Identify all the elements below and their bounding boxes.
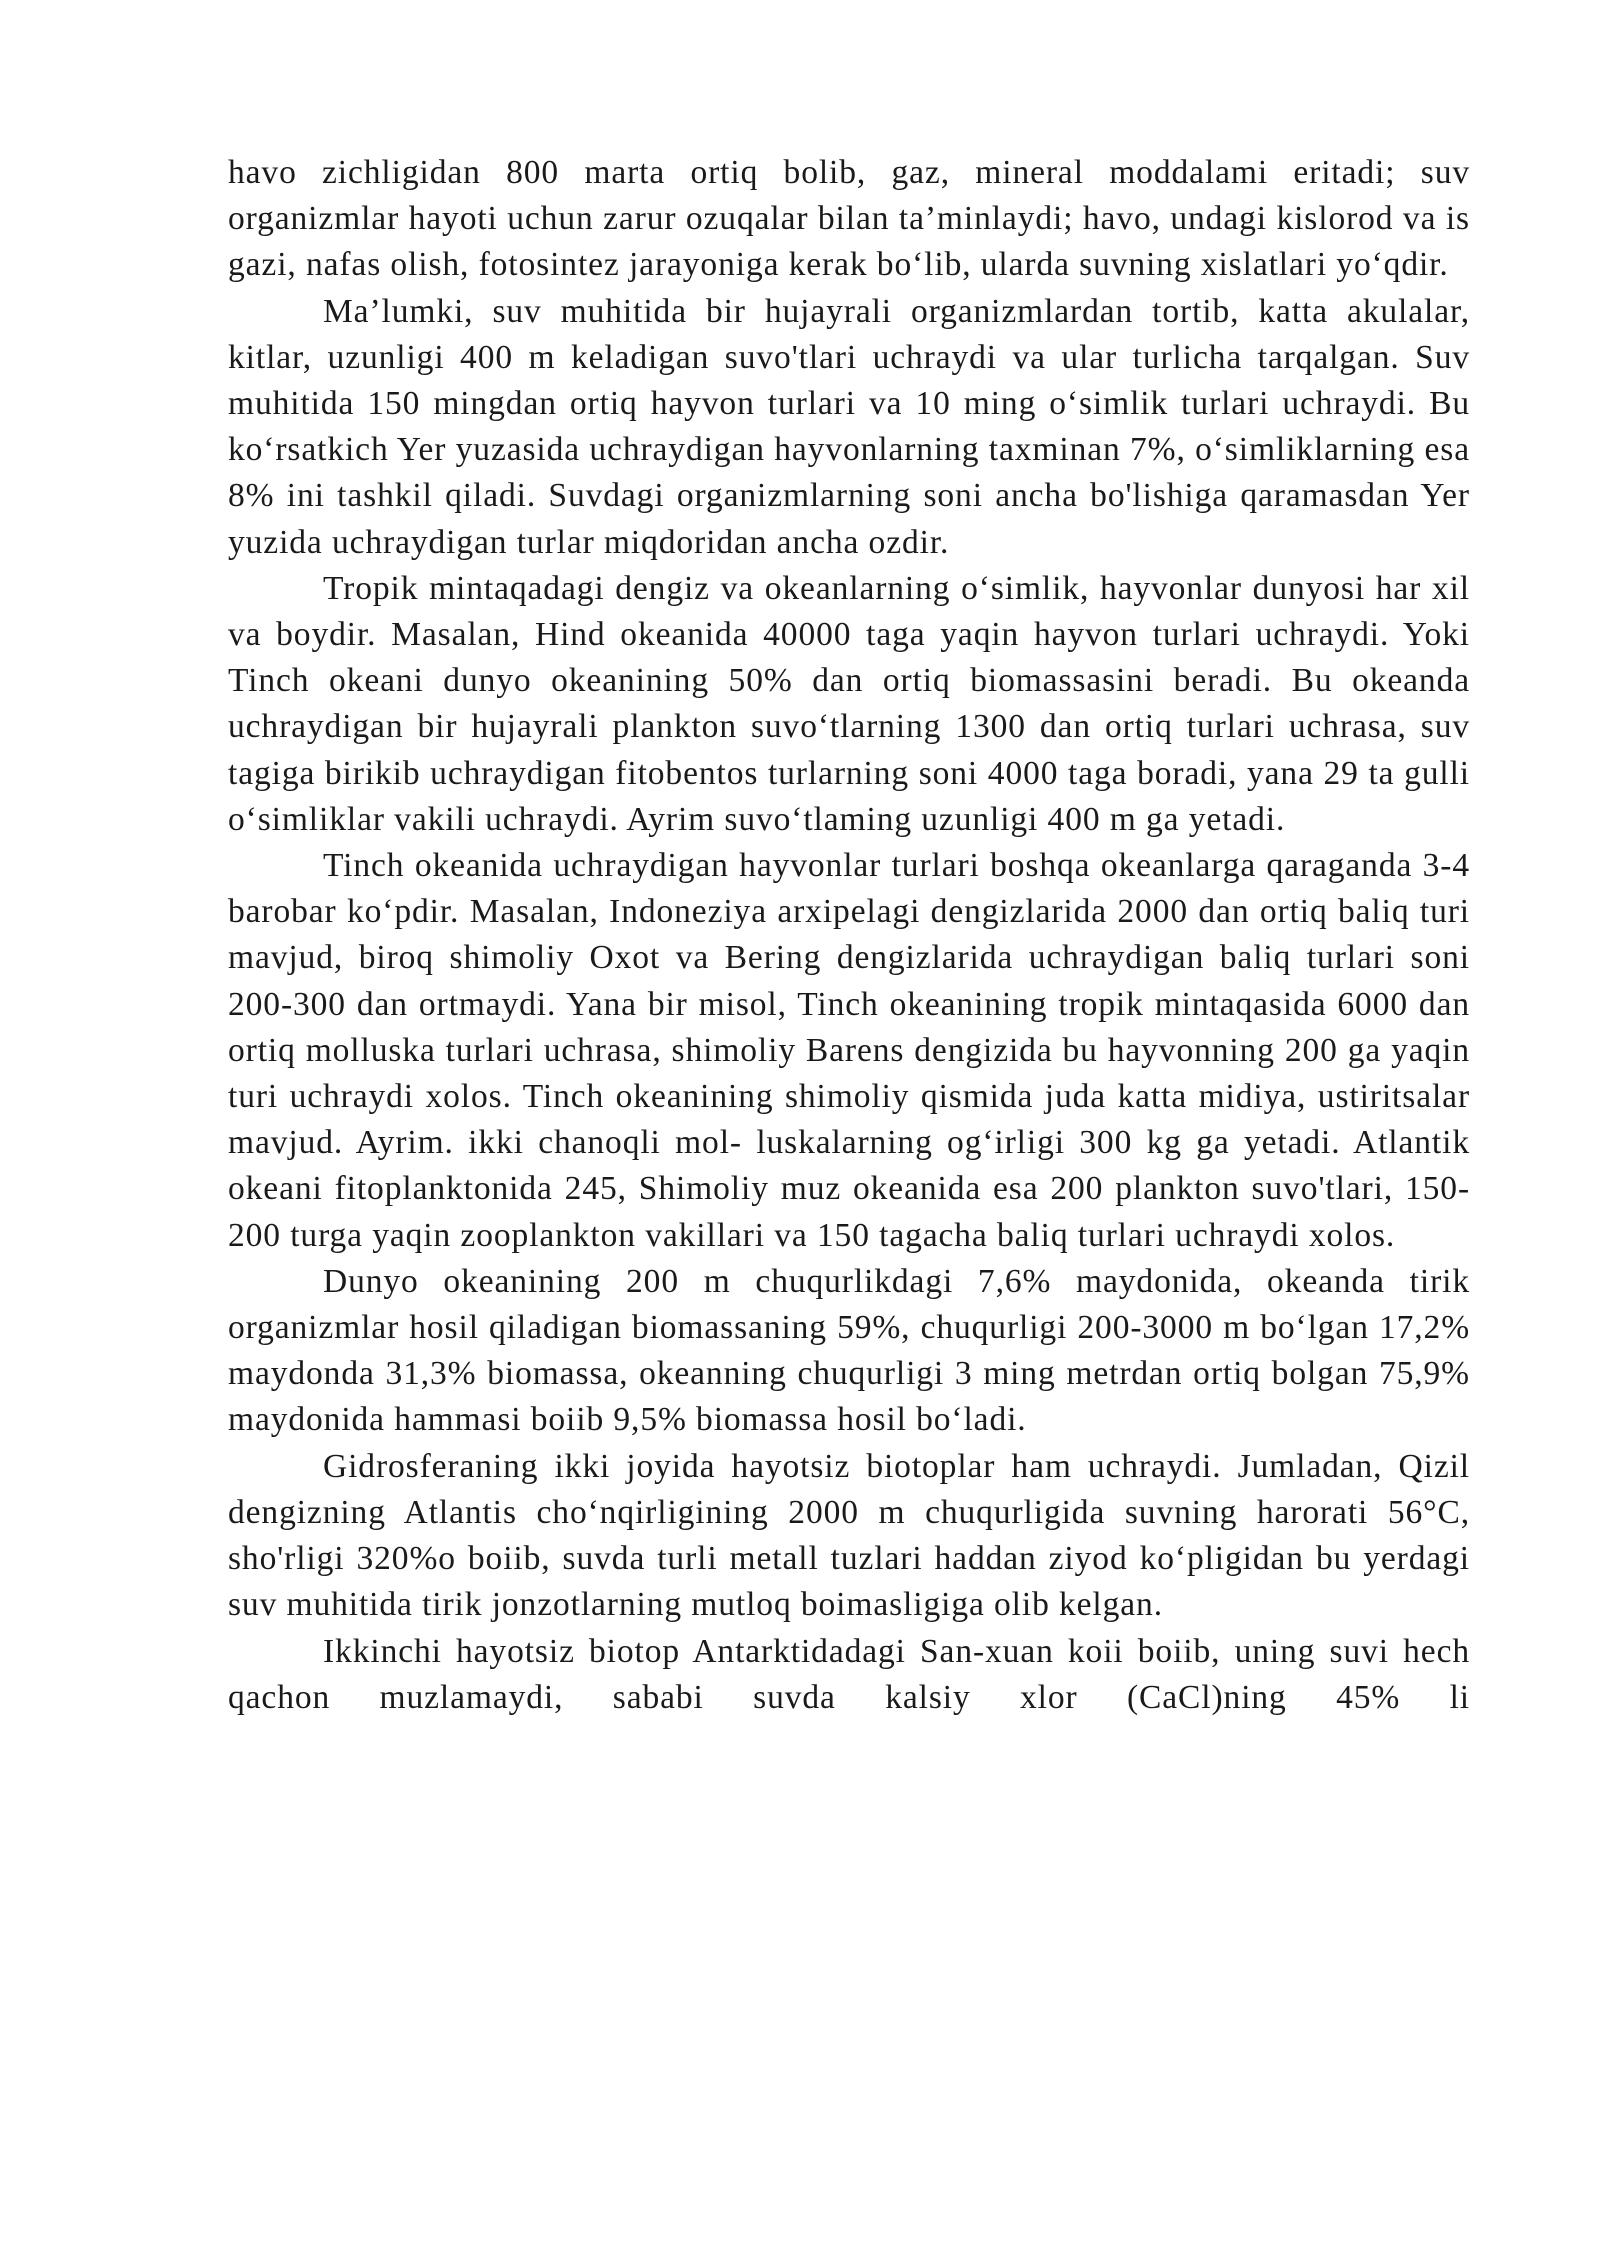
paragraph-5: Dunyo okeanining 200 m chuqurlikdagi 7,6% maydonida, okeanda tirik organizmlar hosil qiladigan biomassaning 59%, chuqurligi 200-3000 m bo‘lgan 17,2% maydonda 31,3% biomassa, okeanning chuqurligi 3 ming metrdan ortiq bolgan 75,9% maydonida hammasi boiib 9,5% biomassa hosil bo‘ladi. bbox=[228, 1262, 1470, 1439]
paragraph-3: Tropik mintaqadagi dengiz va okeanlarning o‘simlik, hayvonlar dunyosi har xil va boydir. Masalan, Hind okeanida 40000 taga yaqin hayvon turlari uchraydi. Yoki Tinch okeani dunyo okeanining 50% dan ortiq biomassasini beradi. Bu okeanda uchraydigan bir hujayrali plankton suvo‘tlarning 1300 dan ortiq turlari uchrasa, suv tagiga birikib uchraydigan fitobentos turlarning soni 4000 taga boradi, yana 29 ta gulli o‘simliklar vakili uchraydi. Ayrim suvo‘tlaming uzunligi 400 m ga yetadi. bbox=[228, 569, 1470, 838]
paragraph-2: Ma’lumki, suv muhitida bir hujayrali organizmlardan tortib, katta akulalar, kitlar, uzunligi 400 m keladigan suvo'tlari uchraydi va ular turlicha tarqalgan. Suv muhitida 150 mingdan ortiq hayvon turlari va 10 ming o‘simlik turlari uchraydi. Bu ko‘rsatkich Yer yuzasida uchraydigan hayvonlarning taxminan 7%, o‘simliklarning esa 8% ini tashkil qiladi. Suvdagi organizmlarning soni ancha bo'lishiga qaramasdan Yer yuzida uchraydigan turlar miqdoridan ancha ozdir. bbox=[228, 292, 1470, 561]
page-body bbox=[228, 150, 1470, 1721]
paragraph-1: havo zichligidan 800 marta ortiq bolib, gaz, mineral moddalami eritadi; suv organizmlar hayoti uchun zarur ozuqalar bilan ta’minlaydi; havo, undagi kislorod va is gazi, nafas olish, fotosintez jarayoniga kerak bo‘lib, ularda suvning xislatlari yo‘qdir. bbox=[228, 154, 1470, 284]
paragraph-6: Gidrosferaning ikki joyida hayotsiz biotoplar ham uchraydi. Jumladan, Qizil dengizning Atlantis cho‘nqirligining 2000 m chuqurligida suvning harorati 56°C, sho'rligi 320%o boiib, suvda turli metall tuzlari haddan ziyod ko‘pligidan bu yerdagi suv muhitida tirik jonzotlarning mutloq boimasligiga olib kelgan. bbox=[228, 1447, 1470, 1624]
paragraph-4: Tinch okeanida uchraydigan hayvonlar turlari boshqa okeanlarga qaraganda 3-4 barobar ko‘pdir. Masalan, Indoneziya arxipelagi dengizlarida 2000 dan ortiq baliq turi mavjud, biroq shimoliy Oxot va Bering dengizlarida uchraydigan baliq turlari soni 200-300 dan ortmaydi. Yana bir misol, Tinch okeanining tropik mintaqasida 6000 dan ortiq molluska turlari uchrasa, shimoliy Barens dengizida bu hayvonning 200 ga yaqin turi uchraydi xolos. Tinch okeanining shimoliy qismida juda katta midiya, ustiritsalar mavjud. Ayrim. ikki chanoqli mol- luskalarning og‘irligi 300 kg ga yetadi. Atlantik okeani fitoplanktonida 245, Shimoliy muz okeanida esa 200 plankton suvo'tlari, 150-200 turga yaqin zooplankton vakillari va 150 tagacha baliq turlari uchraydi xolos. bbox=[228, 847, 1470, 1254]
paragraph-7: Ikkinchi hayotsiz biotop Antarktidadagi San-xuan koii boiib, uning suvi hech qachon muzlamaydi, sababi suvda kalsiy xlor (CaCl)ning 45% li bbox=[228, 1632, 1470, 1716]
